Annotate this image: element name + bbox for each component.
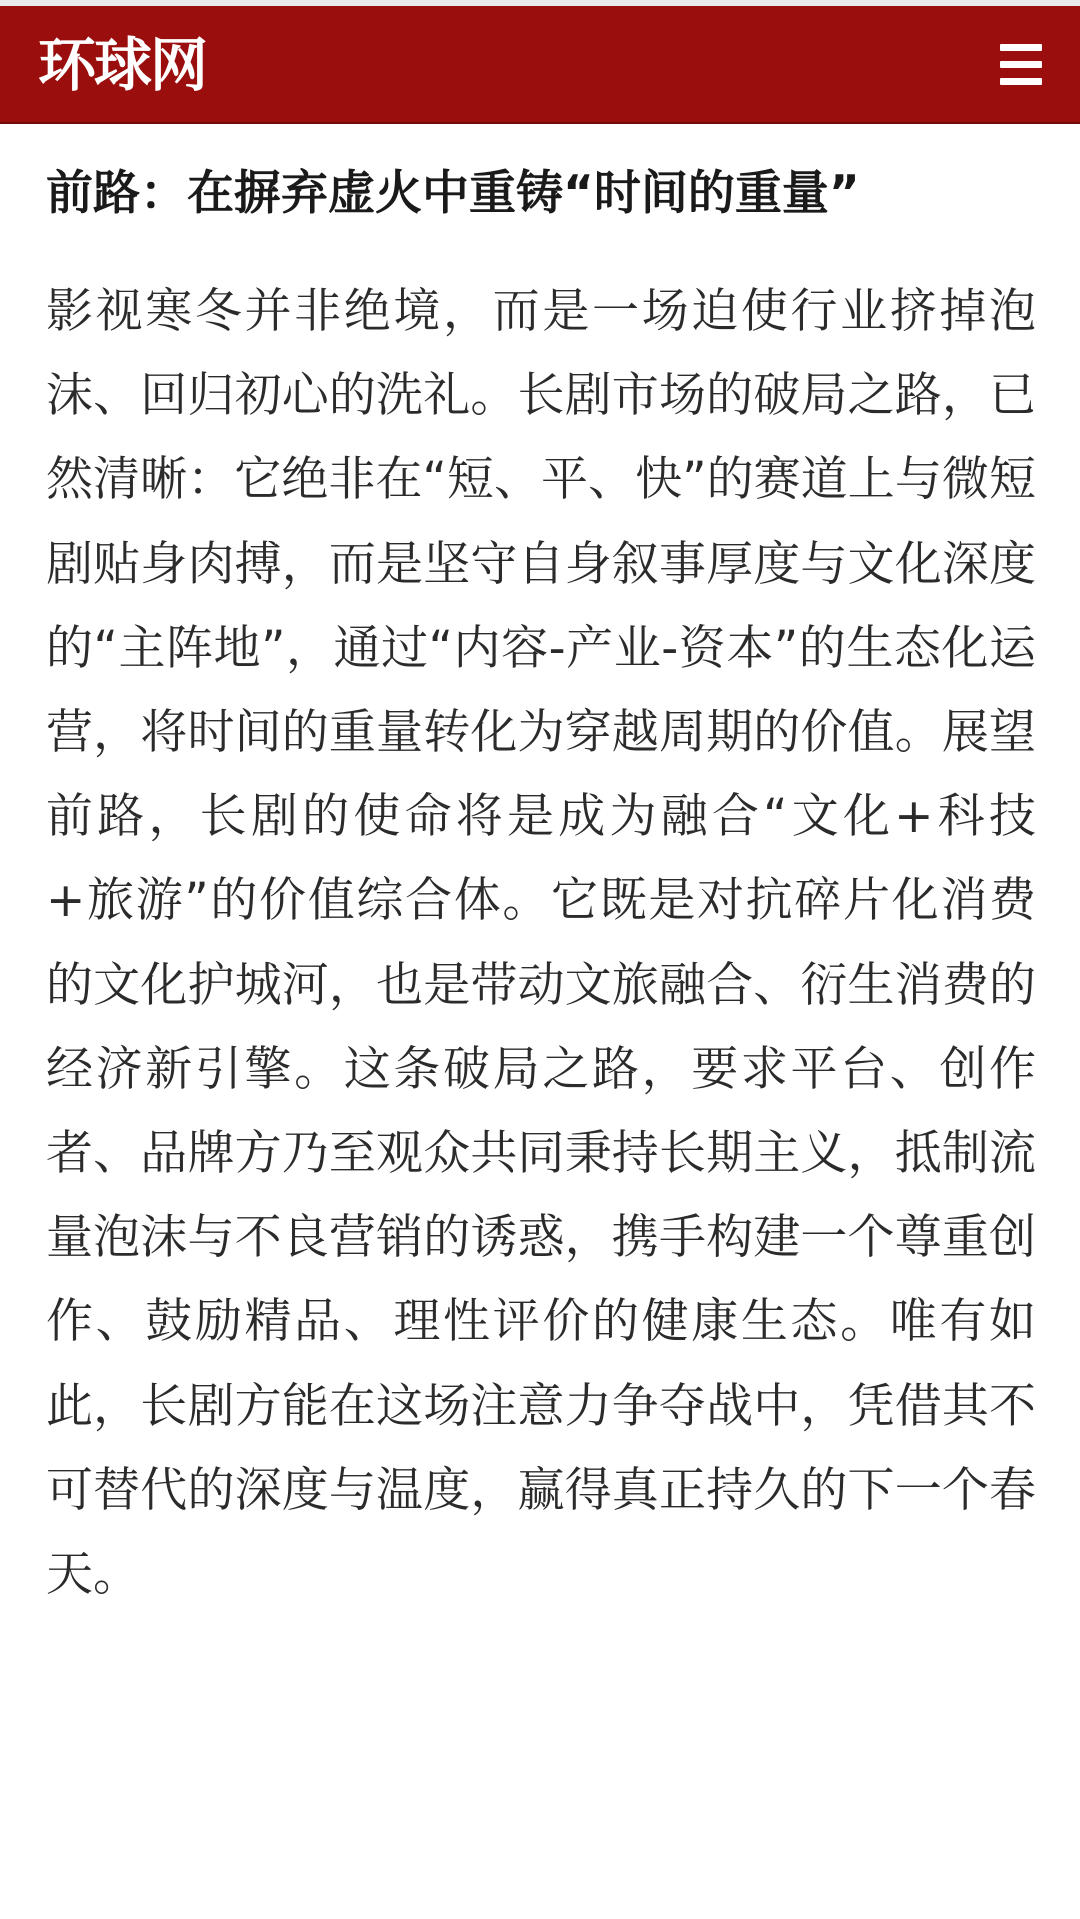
menu-bar	[1000, 78, 1042, 85]
site-header	[0, 6, 1080, 124]
hamburger-menu-icon[interactable]	[996, 40, 1046, 90]
menu-bar	[1000, 61, 1042, 68]
site-logo[interactable]: 环球网	[38, 31, 207, 99]
article-section-title: 前路：在摒弃虚火中重铸“时间的重量”	[46, 166, 860, 221]
menu-bar	[1000, 44, 1042, 51]
article-body-text: 影视寒冬并非绝境，而是一场迫使行业挤掉泡沫、回归初心的洗礼。长剧市场的破局之路，已然清晰：它绝非在“短、平、快”的赛道上与微短剧贴身肉搏，而是坚守自身叙事厚度与文化深度的“主阵地”，通过“内容-产业-资本”的生态化运营，将时间的重量转化为穿越周期的价值。展望前路，长剧的使命将是成为融合“文化+科技+旅游”的价值综合体。它既是对抗碎片化消费的文化护城河，也是带动文旅融合、衍生消费的经济新引擎。这条破局之路，要求平台、创作者、品牌方乃至观众共同秉持长期主义，抵制流量泡沫与不良营销的诱惑，携手构建一个尊重创作、鼓励精品、理性评价的健康生态。唯有如此，长剧方能在这场注意力争夺战中，凭借其不可替代的深度与温度，赢得真正持久的下一个春天。	[46, 284, 1036, 1603]
